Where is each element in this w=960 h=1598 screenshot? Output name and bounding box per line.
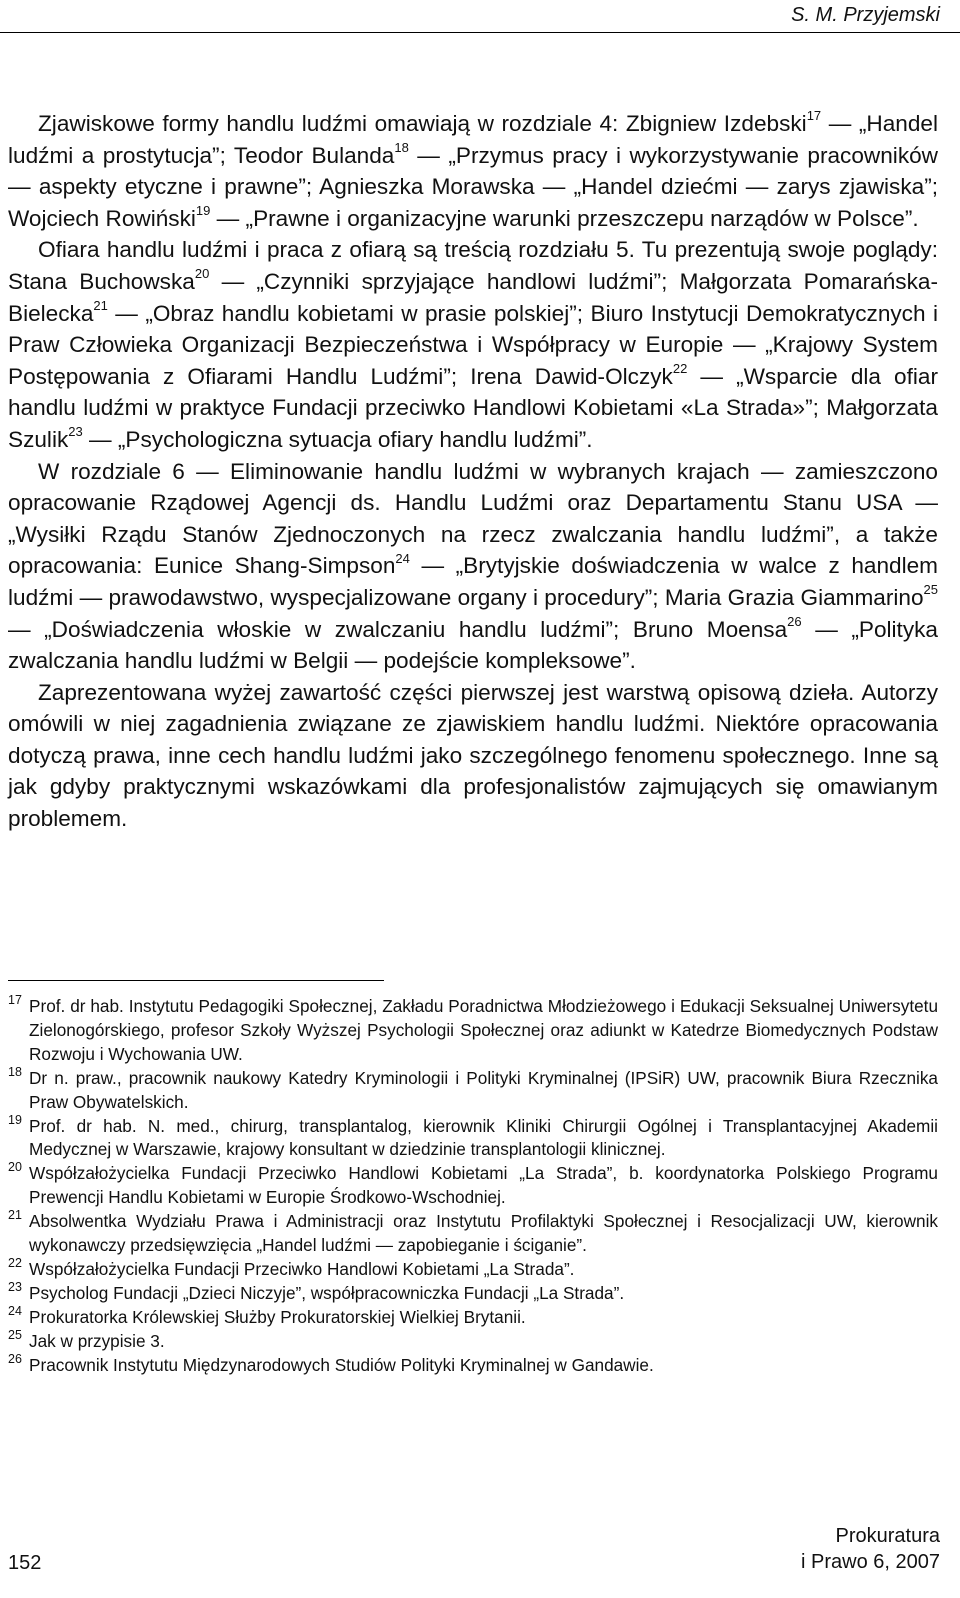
footnote-text: Współzałożycielka Fundacji Przeciwko Handlowi Kobietami „La Strada”, b. koordynatorka Polskiego Programu Prewencji Handlu Kobietami w Europie Środkowo-Wschodniej.	[29, 1163, 938, 1208]
footnote	[8, 1210, 938, 1258]
footnote	[8, 995, 938, 1067]
footnote	[8, 1255, 938, 1282]
footnote-number: 20	[8, 1160, 22, 1175]
footnote-number: 22	[8, 1255, 22, 1270]
footnote-rule	[8, 980, 384, 981]
journal-title: Prokuratura	[835, 1525, 940, 1547]
footnote-ref-24: 24	[395, 550, 410, 566]
footnote-text: Jak w przypisie 3.	[29, 1330, 165, 1351]
footnote-number: 17	[8, 993, 22, 1007]
p3-text-2: — „Brytyjskie doświadczenia w walce z handlem ludźmi — prawodawstwo, wyspecjalizowane organy i procedury”; Maria Grazia Giammarino	[8, 553, 938, 610]
footnote-text: Pracownik Instytutu Międzynarodowych Studiów Polityki Kryminalnej w Gandawie.	[29, 1354, 654, 1375]
p2-text-1: Ofiara handlu ludźmi i praca z ofiarą są treścią rozdziału 5. Tu prezentują swoje poglądy: Stana Buchowska	[8, 237, 938, 294]
paragraph-4: Zaprezentowana wyżej zawartość części pierwszej jest warstwą opisową dzieła. Autorzy omówili w niej zagadnienia związane ze zjawiskiem handlu ludźmi. Niektóre opracowania dotyczą prawa, inne cech handlu ludźmi jako szczególnego fenomenu społecznego. Inne są jak gdyby praktycznymi wskazówkami dla profesjonalistów zajmujących się omawianym problemem.	[8, 679, 938, 832]
footnote	[8, 1064, 938, 1115]
footnote-ref-17: 17	[806, 108, 822, 124]
footnote-text: Prof. dr hab. Instytutu Pedagogiki Społecznej, Zakładu Poradnictwa Młodzieżowego i Edukacji Seksualnej Uniwersytetu Zielonogórskiego, profesor Szkoły Wyższej Psychologii Społecznej oraz adiunkt w Katedrze Biomedycznych Podstaw Rozwoju i Wychowania UW.	[29, 996, 938, 1064]
footnote-ref-22: 22	[672, 361, 688, 377]
running-header: S. M. Przyjemski	[791, 4, 940, 26]
footnote-ref-26: 26	[787, 613, 802, 629]
paragraph-2	[8, 234, 938, 455]
p2-text-5: — „Psychologiczna sytuacja ofiary handlu ludźmi”.	[82, 426, 593, 452]
footnote-text: Psycholog Fundacji „Dzieci Niczyje”, współpracowniczka Fundacji „La Strada”.	[29, 1282, 625, 1303]
footnote-text: Współzałożycielka Fundacji Przeciwko Handlowi Kobietami „La Strada”.	[29, 1258, 575, 1279]
footnote-text: Prokuratorka Królewskiej Służby Prokuratorskiej Wielkiej Brytanii.	[29, 1306, 526, 1327]
page-number: 152	[8, 1552, 42, 1574]
journal-issue: i Prawo 6, 2007	[801, 1551, 940, 1573]
footnote-number: 24	[8, 1303, 22, 1318]
paragraph-1	[8, 108, 938, 234]
footnote-ref-21: 21	[93, 298, 108, 314]
footnote	[8, 1303, 938, 1330]
footnote-text: Prof. dr hab. N. med., chirurg, transplantalog, kierownik Kliniki Chirurgii Ogólnej i Transplantacyjnej Akademii Medycznej w Warszawie, krajowy konsultant w dziedzinie transplantologii klinicznej.	[29, 1115, 938, 1160]
footnote	[8, 1162, 938, 1210]
main-text	[8, 108, 938, 835]
footnotes	[8, 995, 938, 1378]
footnote-text: Dr n. praw., pracownik naukowy Katedry Kryminologii i Polityki Kryminalnej (IPSiR) UW, pracownik Biura Rzecznika Praw Obywatelskich.	[29, 1067, 938, 1112]
footnote-number: 23	[8, 1279, 22, 1294]
footnote-number: 25	[8, 1327, 22, 1342]
p3-text-4: — „Polityka zwalczania handlu ludźmi w Belgii — podejście kompleksowe”.	[8, 616, 938, 674]
p1-text-4: — „Prawne i organizacyjne warunki przeszczepu narządów w Polsce”.	[210, 205, 919, 231]
footnote-ref-25: 25	[923, 582, 938, 598]
footnote-ref-23: 23	[68, 424, 83, 440]
footnote-ref-20: 20	[194, 266, 210, 282]
footnote-text: Absolwentka Wydziału Prawa i Administracji oraz Instytutu Profilaktyki Społecznej i Resocjalizacji UW, kierownik wykonawczy przedsięwzięcia „Handel ludźmi — zapobieganie i ściganie”.	[29, 1211, 938, 1256]
footnote	[8, 1112, 938, 1163]
p2-text-4: — „Wsparcie dla ofiar handlu ludźmi w praktyce Fundacji przeciwko Handlowi Kobietami «La Strada»”; Małgorzata Szulik	[8, 363, 938, 452]
footnote-number: 19	[8, 1112, 22, 1127]
p1-text-1: Zjawiskowe formy handlu ludźmi omawiają w rozdziale 4: Zbigniew Izdebski	[38, 111, 807, 136]
footnote-number: 21	[8, 1208, 22, 1223]
p3-text-3: — „Doświadczenia włoskie w zwalczaniu handlu ludźmi”; Bruno Moensa	[8, 616, 788, 642]
footnote	[8, 1351, 938, 1378]
footnote	[8, 1327, 938, 1354]
p1-text-2: — „Handel ludźmi a prostytucja”; Teodor Bulanda	[8, 111, 938, 168]
p3-text-1: W rozdziale 6 — Eliminowanie handlu ludźmi w wybranych krajach — zamieszczono opracowanie Rządowej Agencji ds. Handlu Ludźmi oraz Departamentu Stanu USA — „Wysiłki Rządu Stanów Zjednoczonych na rzecz zwalczania handlu ludźmi”, a także opracowania: Eunice Shang-Simpson	[8, 458, 938, 579]
header-rule	[0, 32, 960, 33]
footnote-number: 26	[8, 1351, 22, 1366]
footnote-ref-19: 19	[195, 203, 211, 219]
journal-info	[801, 1523, 940, 1575]
footnote-ref-18: 18	[394, 140, 409, 156]
p2-text-3: — „Obraz handlu kobietami w prasie polskiej”; Biuro Instytucji Demokratycznych i Praw Człowieka Organizacji Bezpieczeństwa i Współpracy w Europie — „Krajowy System Postępowania z Ofiarami Handlu Ludźmi”; Irena Dawid-Olczyk	[8, 300, 938, 389]
p1-text-3: — „Przymus pracy i wykorzystywanie pracowników — aspekty etyczne i prawne”; Agnieszka Morawska — „Handel dziećmi — zarys zjawiska”; Wojciech Rowiński	[8, 142, 939, 231]
paragraph-3	[8, 456, 938, 677]
p2-text-2: — „Czynniki sprzyjające handlowi ludźmi”; Małgorzata Pomarańska-Bielecka	[8, 268, 938, 326]
footnote-number: 18	[8, 1064, 22, 1079]
footnote	[8, 1279, 938, 1306]
